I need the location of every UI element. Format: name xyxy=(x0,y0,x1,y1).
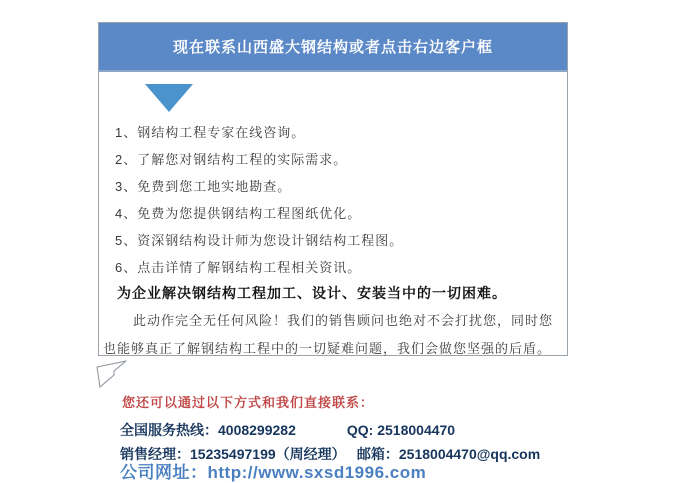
steps-list xyxy=(115,119,403,281)
contact-lead-text: 您还可以通过以下方式和我们直接联系： xyxy=(122,395,375,410)
step-item-2: 2、了解您对钢结构工程的实际需求。 xyxy=(115,152,348,167)
email-address: 邮箱：2518004470@qq.com xyxy=(356,446,541,462)
step-item-1: 1、钢结构工程专家在线咨询。 xyxy=(115,125,306,140)
manager-phone: 销售经理：15235497199（周经理） xyxy=(120,446,346,462)
step-item-4: 4、免费为您提供钢结构工程图纸优化。 xyxy=(115,206,362,221)
content-box xyxy=(98,22,568,356)
step-item-5: 5、资深钢结构设计师为您设计钢结构工程图。 xyxy=(115,233,404,248)
banner-title: 现在联系山西盛大钢结构或者点击右边客户框 xyxy=(172,39,493,56)
down-arrow-icon xyxy=(145,84,193,112)
corner-flag-icon xyxy=(95,360,128,389)
step-item-3: 3、免费到您工地实地勘查。 xyxy=(115,179,292,194)
website-link[interactable]: 公司网址：http://www.sxsd1996.com xyxy=(120,463,427,482)
pitch-body: 此动作完全无任何风险！我们的销售顾问也绝对不会打扰您，同时您也能够真正了解钢结构工程中的一切疑难问题，我们会做您坚强的后盾。 xyxy=(103,313,554,356)
qq-number: QQ: 2518004470 xyxy=(346,422,456,438)
hotline-number: 全国服务热线：4008299282 xyxy=(120,422,296,438)
step-item-6: 6、点击详情了解钢结构工程相关资讯。 xyxy=(115,260,362,275)
header-banner xyxy=(99,23,567,72)
pitch-headline: 为企业解决钢结构工程加工、设计、安装当中的一切困难。 xyxy=(117,285,507,301)
hotline-row xyxy=(120,420,455,440)
